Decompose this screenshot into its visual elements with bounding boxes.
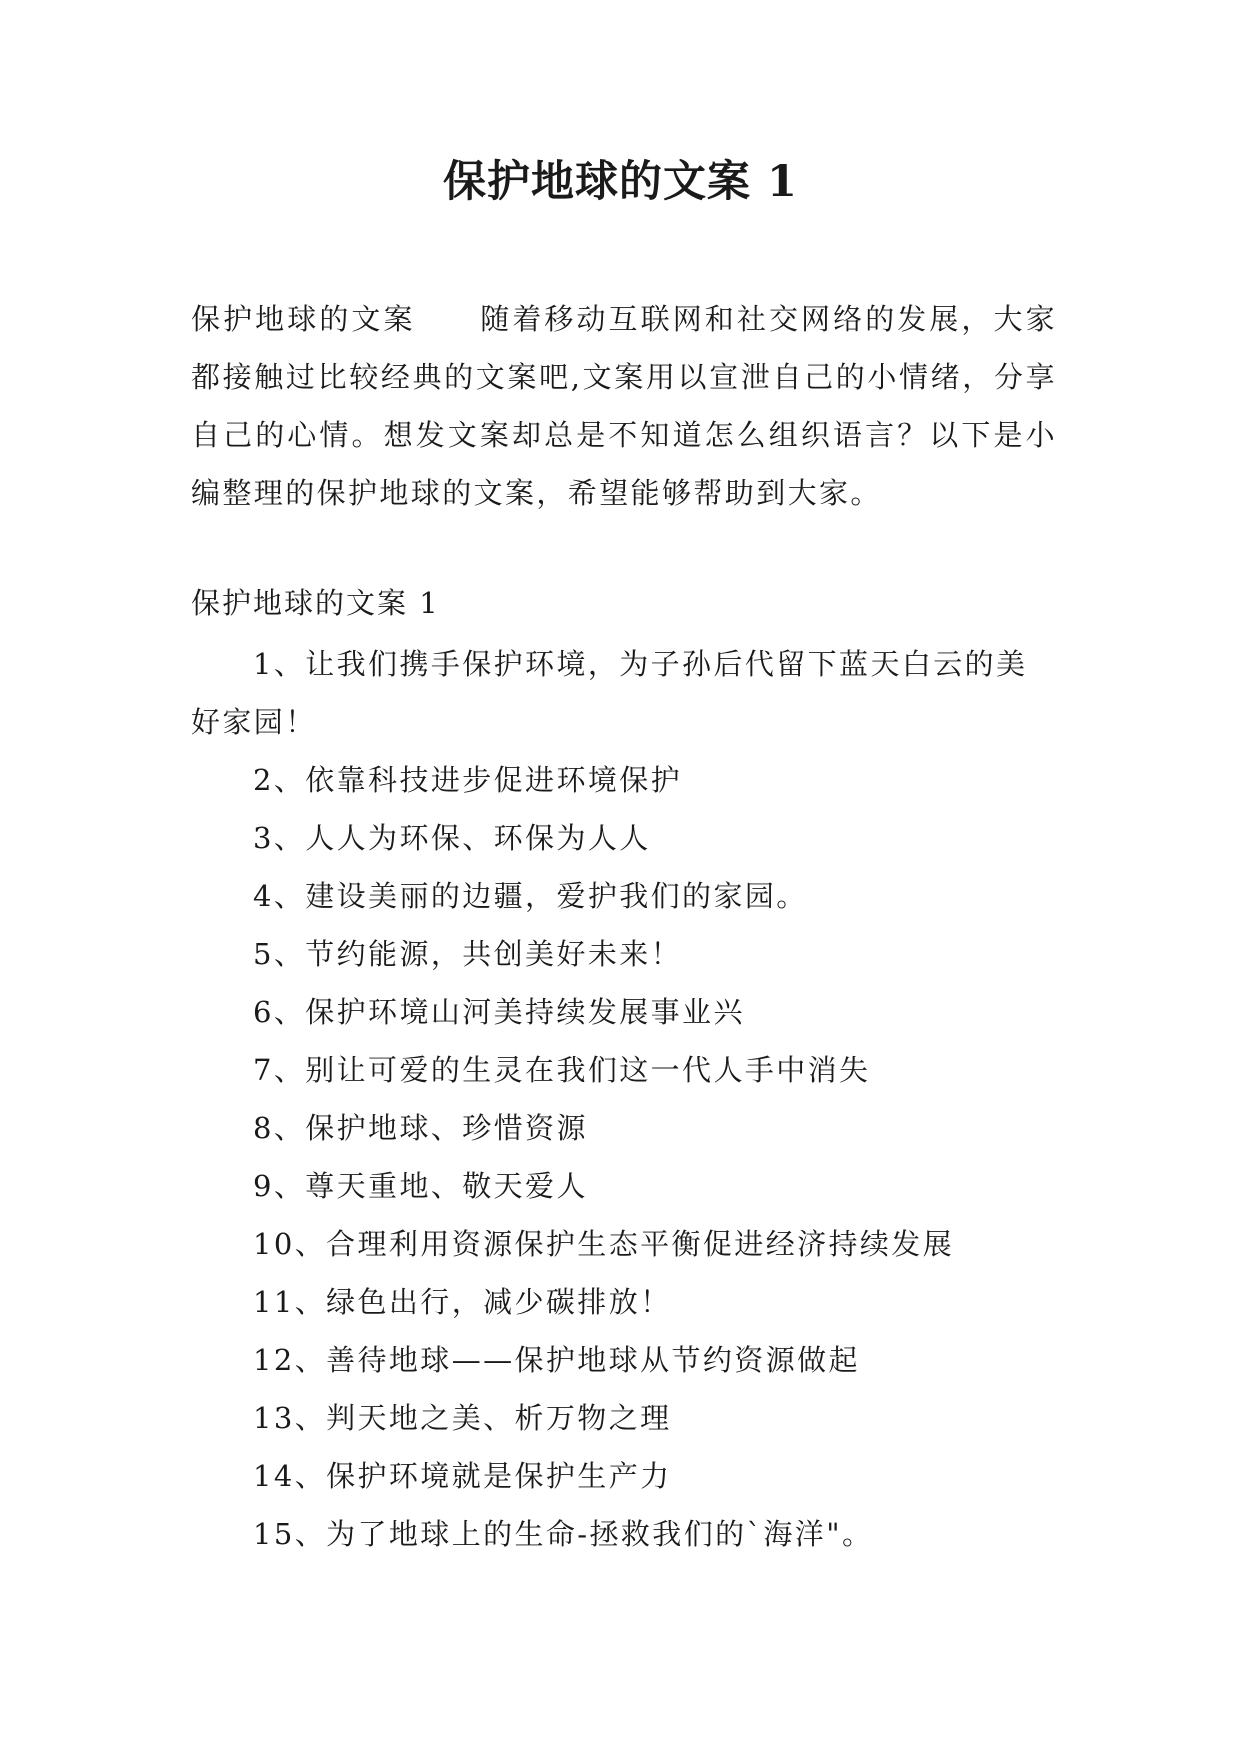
intro-lead: 保护地球的文案 bbox=[191, 302, 416, 336]
list-item: 4、建设美丽的边疆，爱护我们的家园。 bbox=[253, 879, 808, 913]
list-item: 5、节约能源，共创美好未来！ bbox=[253, 937, 683, 971]
intro-paragraph bbox=[191, 290, 1057, 522]
list-item: 3、人人为环保、环保为人人 bbox=[253, 821, 651, 855]
list-item: 1、让我们携手保护环境，为子孙后代留下蓝天白云的美好家园！ bbox=[191, 647, 1028, 739]
document-title: 保护地球的文案 1 bbox=[443, 157, 798, 207]
intro-text: 随着移动互联网和社交网络的发展，大家都接触过比较经典的文案吧,文案用以宣泄自己的小情绪，分享自己的心情。想发文案却总是不知道怎么组织语言？以下是小编整理的保护地球的文案，希望能够帮助到大家。 bbox=[191, 302, 1057, 510]
list-item: 8、保护地球、珍惜资源 bbox=[253, 1111, 588, 1145]
list-item: 2、依靠科技进步促进环境保护 bbox=[253, 763, 683, 797]
list-item: 12、善待地球——保护地球从节约资源做起 bbox=[253, 1343, 860, 1377]
list-item: 9、尊天重地、敬天爱人 bbox=[253, 1169, 588, 1203]
section-title: 保护地球的文案 1 bbox=[191, 586, 440, 620]
list-item: 13、判天地之美、析万物之理 bbox=[253, 1401, 672, 1435]
list-item: 10、合理利用资源保护生态平衡促进经济持续发展 bbox=[253, 1227, 955, 1261]
list-item: 11、绿色出行，减少碳排放！ bbox=[253, 1285, 672, 1319]
list-item: 14、保护环境就是保护生产力 bbox=[253, 1459, 672, 1493]
list-item: 7、别让可爱的生灵在我们这一代人手中消失 bbox=[253, 1053, 871, 1087]
list-item: 15、为了地球上的生命-拯救我们的`海洋"。 bbox=[253, 1517, 874, 1551]
slogan-list bbox=[191, 635, 1057, 1563]
list-item: 6、保护环境山河美持续发展事业兴 bbox=[253, 995, 745, 1029]
